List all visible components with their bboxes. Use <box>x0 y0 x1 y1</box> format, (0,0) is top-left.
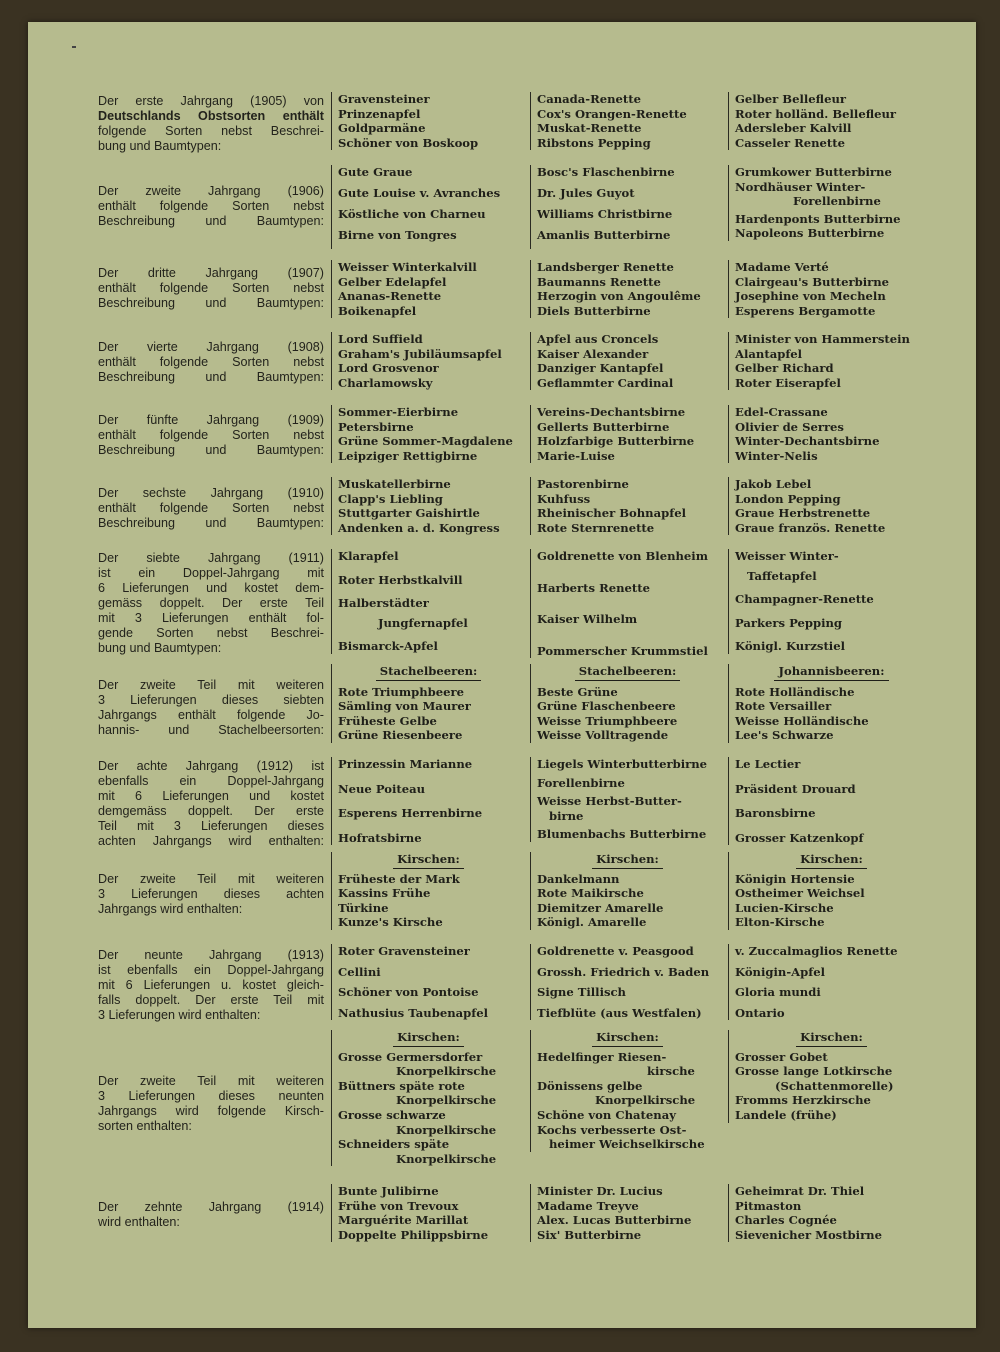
description-line: Beschreibung und Baumtypen: <box>98 296 324 310</box>
description-line: mit 3 Lieferungen enthält fol- <box>98 611 324 625</box>
description-line: falls doppelt. Der erste Teil mit <box>98 993 324 1007</box>
variety-name: Roter Herbstkalvill <box>338 572 463 587</box>
variety-column-3 <box>728 92 928 150</box>
description-line: 3 Lieferungen wird enthalten: <box>98 1008 261 1022</box>
variety-name: Goldparmäne <box>338 121 426 136</box>
variety-column-3 <box>728 852 928 930</box>
variety-name: Roter Eiserapfel <box>735 375 841 390</box>
description-line: Der fünfte Jahrgang (1909) <box>98 413 324 427</box>
description-line: 6 Lieferungen und kostet dem- <box>98 581 324 595</box>
variety-column-1 <box>331 664 519 743</box>
description-line: Jahrgangs wird folgende Kirsch- <box>98 1104 324 1118</box>
variety-name: Knorpelkirsche <box>595 1093 696 1108</box>
variety-name: Königl. Kurzstiel <box>735 639 845 654</box>
description-line: Der sechste Jahrgang (1910) <box>98 486 324 500</box>
variety-name: Lee's Schwarze <box>735 728 834 743</box>
variety-column-1 <box>331 332 519 390</box>
variety-name: Grüne Flaschenbeere <box>537 699 676 714</box>
catalog-page <box>28 22 976 1328</box>
variety-name: Clairgeau's Butterbirne <box>735 274 890 289</box>
variety-name: Hedelfinger Riesen- <box>537 1049 667 1064</box>
variety-name: Harberts Renette <box>537 580 650 595</box>
variety-column-1 <box>331 405 519 463</box>
variety-name: Gelber Bellefleur <box>735 92 847 106</box>
description-line: Der achte Jahrgang (1912) ist <box>98 759 324 773</box>
variety-name: Charlamowsky <box>338 375 433 390</box>
description-line: Der zweite Jahrgang (1906) <box>98 184 324 198</box>
variety-name: Sievenicher Mostbirne <box>735 1227 882 1242</box>
variety-name: birne <box>549 808 584 823</box>
row-description <box>98 948 324 1023</box>
variety-name: Gelber Edelapfel <box>338 274 447 289</box>
variety-column-2 <box>530 405 718 463</box>
variety-name: Klarapfel <box>338 549 399 563</box>
variety-name: Diemitzer Amarelle <box>537 900 664 915</box>
variety-name: Baumanns Renette <box>537 274 661 289</box>
variety-name: Graue Herbstrenette <box>735 506 871 521</box>
variety-name: Weisse Herbst-Butter- <box>537 794 682 809</box>
variety-name: Früheste Gelbe <box>338 713 437 728</box>
variety-column-2 <box>530 944 718 1020</box>
section-heading-wrapper <box>537 664 718 681</box>
variety-name: (Schattenmorelle) <box>775 1078 894 1093</box>
variety-name: Casseler Renette <box>735 135 845 150</box>
variety-name: v. Zuccalmaglios Renette <box>735 944 898 958</box>
variety-name: Königin-Apfel <box>735 964 826 979</box>
variety-column-3 <box>728 405 928 463</box>
variety-column-2 <box>530 1030 718 1152</box>
variety-name: kirsche <box>647 1064 695 1079</box>
description-line: ist ebenfalls ein Doppel-Jahrgang <box>98 963 324 977</box>
variety-name: Türkine <box>338 900 389 915</box>
variety-name: Weisse Volltragende <box>537 728 669 743</box>
variety-name: Forellenbirne <box>793 194 881 209</box>
variety-column-3 <box>728 549 928 654</box>
variety-name: Grosse Germersdorfer <box>338 1049 483 1064</box>
variety-name: Parkers Pepping <box>735 615 843 630</box>
variety-column-2 <box>530 260 718 318</box>
variety-name: Schöne von Chatenay <box>537 1107 676 1122</box>
description-line: Beschreibung und Baumtypen: <box>98 370 324 384</box>
variety-name: Grosse lange Lotkirsche <box>735 1064 893 1079</box>
variety-column-1 <box>331 852 519 930</box>
section-heading: Stachelbeeren: <box>575 664 681 681</box>
variety-name: Alantapfel <box>735 346 803 361</box>
variety-name: Taffetapfel <box>747 568 817 583</box>
variety-name: Signe Tillisch <box>537 985 626 1000</box>
variety-name: Kaiser Alexander <box>537 346 649 361</box>
variety-column-1 <box>331 1030 519 1166</box>
description-line: Beschreibung und Baumtypen: <box>98 214 324 228</box>
row-description <box>98 413 324 458</box>
row-description <box>98 94 324 154</box>
variety-name: Muskatellerbirne <box>338 477 451 491</box>
description-line: bung und Baumtypen: <box>98 139 222 153</box>
variety-name: Williams Christbirne <box>537 207 673 222</box>
variety-column-1 <box>331 757 519 845</box>
variety-column-3 <box>728 944 928 1020</box>
variety-name: Doppelte Philippsbirne <box>338 1227 489 1242</box>
description-line: ist ein Doppel-Jahrgang mit <box>98 566 324 580</box>
description-line: 3 Lieferungen dieses siebten <box>98 693 324 707</box>
variety-name: Bismarck-Apfel <box>338 639 438 654</box>
variety-name: Weisser Winter- <box>735 549 839 563</box>
variety-name: Knorpelkirsche <box>396 1122 497 1137</box>
variety-name: Früheste der Mark <box>338 871 460 886</box>
variety-name: Minister von Hammerstein <box>735 332 910 346</box>
variety-name: Köstliche von Charneu <box>338 207 486 222</box>
variety-name: Landele (frühe) <box>735 1107 837 1122</box>
variety-name: Grüne Riesenbeere <box>338 728 463 743</box>
description-line: 3 Lieferungen dieses neunten <box>98 1089 324 1103</box>
variety-name: Weisse Triumphbeere <box>537 713 678 728</box>
variety-name: Baronsbirne <box>735 806 816 821</box>
description-line: enthält folgende Sorten nebst <box>98 281 324 295</box>
variety-column-2 <box>530 92 718 150</box>
description-line: Der zweite Teil mit weiteren <box>98 678 324 692</box>
variety-column-2 <box>530 1184 718 1242</box>
variety-name: Holzfarbige Butterbirne <box>537 434 695 449</box>
variety-column-3 <box>728 664 928 743</box>
description-line: achten Jahrgangs wird enthalten: <box>98 834 324 848</box>
variety-name: Kunze's Kirsche <box>338 915 443 930</box>
variety-column-1 <box>331 165 519 249</box>
variety-column-1 <box>331 477 519 535</box>
variety-name: Dönissens gelbe <box>537 1078 643 1093</box>
variety-name: Frühe von Trevoux <box>338 1198 459 1213</box>
variety-name: Petersbirne <box>338 419 414 434</box>
variety-name: Rote Sternrenette <box>537 520 655 535</box>
variety-name: Beste Grüne <box>537 684 618 699</box>
corner-mark <box>72 46 76 48</box>
variety-name: Marie-Luise <box>537 448 615 463</box>
row-description <box>98 486 324 531</box>
description-line: wird enthalten: <box>98 1215 180 1229</box>
variety-name: Weisse Holländische <box>735 713 869 728</box>
variety-name: Forellenbirne <box>537 775 625 790</box>
variety-name: Knorpelkirsche <box>396 1064 497 1079</box>
variety-name: Lord Suffield <box>338 332 423 346</box>
variety-name: Dr. Jules Guyot <box>537 186 635 201</box>
variety-column-2 <box>530 852 718 930</box>
section-heading-wrapper <box>537 852 718 869</box>
description-line: Der erste Jahrgang (1905) von <box>98 94 324 108</box>
variety-name: Danziger Kantapfel <box>537 361 664 376</box>
row-description <box>98 184 324 229</box>
variety-name: Hardenponts Butterbirne <box>735 211 901 226</box>
description-line: Deutschlands Obstsorten enthält <box>98 109 324 123</box>
description-line: enthält folgende Sorten nebst <box>98 428 324 442</box>
row-description <box>98 759 324 849</box>
variety-name: Grüne Sommer-Magdalene <box>338 434 513 449</box>
variety-name: Gravensteiner <box>338 92 430 106</box>
variety-name: Adersleber Kalvill <box>735 121 852 136</box>
section-heading-wrapper <box>338 852 519 869</box>
variety-name: Goldrenette von Blenheim <box>537 549 708 563</box>
variety-name: Knorpelkirsche <box>396 1151 497 1166</box>
variety-name: Madame Verté <box>735 260 829 274</box>
variety-name: Kuhfuss <box>537 491 591 506</box>
variety-name: Cox's Orangen-Renette <box>537 106 687 121</box>
variety-name: Gute Graue <box>338 165 413 179</box>
section-heading-wrapper <box>537 1030 718 1047</box>
variety-name: Le Lectier <box>735 757 801 771</box>
variety-name: Graue französ. Renette <box>735 520 886 535</box>
variety-name: Jakob Lebel <box>735 477 812 491</box>
variety-column-2 <box>530 664 718 743</box>
variety-name: Leipziger Rettigbirne <box>338 448 478 463</box>
variety-name: Esperens Herrenbirne <box>338 806 483 821</box>
variety-name: Rote Versailler <box>735 699 832 714</box>
description-line: folgende Sorten nebst Beschrei- <box>98 124 324 138</box>
variety-name: Lord Grosvenor <box>338 361 439 376</box>
variety-name: Olivier de Serres <box>735 419 844 434</box>
description-line: demgemäss doppelt. Der erste <box>98 804 324 818</box>
variety-name: Grosser Gobet <box>735 1049 828 1064</box>
description-line: mit 6 Lieferungen und kostet <box>98 789 324 803</box>
section-heading: Kirschen: <box>796 1030 867 1047</box>
variety-name: Josephine von Mecheln <box>735 289 886 304</box>
variety-name: Bosc's Flaschenbirne <box>537 165 675 179</box>
variety-name: Schneiders späte <box>338 1137 450 1152</box>
section-heading: Kirschen: <box>393 1030 464 1047</box>
variety-column-2 <box>530 477 718 535</box>
description-line: gemäss doppelt. Der erste Teil <box>98 596 324 610</box>
variety-name: Rheinischer Bohnapfel <box>537 506 686 521</box>
variety-name: Jungfernapfel <box>378 615 468 630</box>
description-line: Der dritte Jahrgang (1907) <box>98 266 324 280</box>
variety-name: Champagner-Renette <box>735 592 874 607</box>
row-description <box>98 551 324 656</box>
variety-name: Gelber Richard <box>735 361 834 376</box>
variety-column-1 <box>331 260 519 318</box>
variety-name: Alex. Lucas Butterbirne <box>537 1213 692 1228</box>
variety-name: Ribstons Pepping <box>537 135 651 150</box>
variety-name: Grosse schwarze <box>338 1107 446 1122</box>
variety-name: Edel-Crassane <box>735 405 828 419</box>
variety-name: Königl. Amarelle <box>537 915 647 930</box>
variety-name: Lucien-Kirsche <box>735 900 834 915</box>
variety-name: Kochs verbesserte Ost- <box>537 1122 687 1137</box>
variety-name: Graham's Jubiläumsapfel <box>338 346 502 361</box>
section-heading-wrapper <box>338 664 519 681</box>
variety-column-2 <box>530 549 718 658</box>
variety-name: Ontario <box>735 1005 785 1020</box>
variety-name: Gute Louise v. Avranches <box>338 186 501 201</box>
variety-name: Pommerscher Krummstiel <box>537 643 708 658</box>
row-description <box>98 678 324 738</box>
variety-name: Roter holländ. Bellefleur <box>735 106 897 121</box>
variety-name: Halberstädter <box>338 596 429 611</box>
description-line: Der zweite Teil mit weiteren <box>98 1074 324 1088</box>
variety-column-3 <box>728 477 928 535</box>
row-description <box>98 266 324 311</box>
variety-column-2 <box>530 332 718 390</box>
description-line: Teil mit 3 Lieferungen dieses <box>98 819 324 833</box>
description-line: mit 6 Lieferungen u. kostet gleich- <box>98 978 324 992</box>
variety-name: Madame Treyve <box>537 1198 639 1213</box>
variety-column-1 <box>331 944 519 1020</box>
variety-name: Six' Butterbirne <box>537 1227 642 1242</box>
variety-name: Liegels Winterbutterbirne <box>537 757 708 771</box>
variety-name: Bunte Julibirne <box>338 1184 439 1198</box>
description-line: gende Sorten nebst Beschrei- <box>98 626 324 640</box>
variety-name: Schöner von Boskoop <box>338 135 479 150</box>
variety-name: Kassins Frühe <box>338 886 431 901</box>
variety-name: Nathusius Taubenapfel <box>338 1005 489 1020</box>
variety-name: Geflammter Cardinal <box>537 375 674 390</box>
variety-name: Winter-Dechantsbirne <box>735 434 880 449</box>
section-heading-wrapper <box>735 664 928 681</box>
description-line: Beschreibung und Baumtypen: <box>98 443 324 457</box>
variety-name: Weisser Winterkalvill <box>338 260 477 274</box>
section-heading: Kirschen: <box>796 852 867 869</box>
section-heading: Kirschen: <box>592 1030 663 1047</box>
variety-name: Vereins-Dechantsbirne <box>537 405 686 419</box>
description-line: Jahrgangs enthält folgende Jo- <box>98 708 324 722</box>
variety-name: Sommer-Eierbirne <box>338 405 459 419</box>
variety-name: Pastorenbirne <box>537 477 629 491</box>
variety-column-3 <box>728 165 928 241</box>
variety-name: Diels Butterbirne <box>537 303 651 318</box>
variety-name: Elton-Kirsche <box>735 915 825 930</box>
variety-name: Stuttgarter Gaishirtle <box>338 506 480 521</box>
variety-name: Winter-Nelis <box>735 448 818 463</box>
variety-name: Roter Gravensteiner <box>338 944 470 958</box>
variety-name: Tiefblüte (aus Westfalen) <box>537 1005 702 1020</box>
variety-name: Canada-Renette <box>537 92 642 106</box>
variety-name: Neue Poiteau <box>338 781 426 796</box>
variety-name: heimer Weichselkirsche <box>549 1137 705 1152</box>
variety-name: Marguérite Marillat <box>338 1213 469 1228</box>
description-line: enthält folgende Sorten nebst <box>98 199 324 213</box>
section-heading-wrapper <box>735 852 928 869</box>
description-line: hannis- und Stachelbeersorten: <box>98 723 324 737</box>
variety-name: Knorpelkirsche <box>396 1093 497 1108</box>
variety-name: Gloria mundi <box>735 985 821 1000</box>
variety-name: Ananas-Renette <box>338 289 442 304</box>
variety-column-1 <box>331 1184 519 1242</box>
description-line: sorten enthalten: <box>98 1119 192 1133</box>
variety-name: Andenken a. d. Kongress <box>338 520 500 535</box>
description-line: ebenfalls ein Doppel-Jahrgang <box>98 774 324 788</box>
section-heading: Kirschen: <box>393 852 464 869</box>
variety-name: Schöner von Pontoise <box>338 985 479 1000</box>
variety-column-3 <box>728 1184 928 1242</box>
variety-name: Nordhäuser Winter- <box>735 179 866 194</box>
variety-column-3 <box>728 260 928 318</box>
variety-name: Herzogin von Angoulême <box>537 289 701 304</box>
variety-name: Sämling von Maurer <box>338 699 471 714</box>
variety-name: Hofratsbirne <box>338 830 422 845</box>
variety-name: Grosser Katzenkopf <box>735 830 864 845</box>
variety-name: Grumkower Butterbirne <box>735 165 892 179</box>
variety-column-1 <box>331 549 519 654</box>
variety-column-2 <box>530 757 718 842</box>
variety-name: Königin Hortensie <box>735 871 855 886</box>
variety-name: Amanlis Butterbirne <box>537 228 671 243</box>
description-line: enthält folgende Sorten nebst <box>98 501 324 515</box>
variety-name: Esperens Bergamotte <box>735 303 876 318</box>
variety-column-2 <box>530 165 718 249</box>
variety-name: Boikenapfel <box>338 303 417 318</box>
variety-name: Dankelmann <box>537 871 620 886</box>
row-description <box>98 872 324 917</box>
variety-name: Landsberger Renette <box>537 260 674 274</box>
variety-name: Kaiser Wilhelm <box>537 612 638 627</box>
variety-name: Clapp's Liebling <box>338 491 443 506</box>
variety-name: Prinzessin Marianne <box>338 757 473 771</box>
variety-column-3 <box>728 332 928 390</box>
row-description <box>98 340 324 385</box>
variety-name: Rote Holländische <box>735 684 855 699</box>
variety-name: Charles Cognée <box>735 1213 837 1228</box>
row-description <box>98 1200 324 1230</box>
variety-column-3 <box>728 757 928 845</box>
variety-name: Napoleons Butterbirne <box>735 226 885 241</box>
variety-name: Cellini <box>338 964 381 979</box>
description-line: Der neunte Jahrgang (1913) <box>98 948 324 962</box>
section-heading: Kirschen: <box>592 852 663 869</box>
variety-name: Rote Triumphbeere <box>338 684 465 699</box>
section-heading-wrapper <box>735 1030 928 1047</box>
variety-name: Blumenbachs Butterbirne <box>537 827 707 842</box>
variety-name: Prinzenapfel <box>338 106 421 121</box>
description-line: 3 Lieferungen dieses achten <box>98 887 324 901</box>
variety-name: Minister Dr. Lucius <box>537 1184 663 1198</box>
variety-column-1 <box>331 92 519 150</box>
variety-name: Apfel aus Croncels <box>537 332 659 346</box>
variety-name: Muskat-Renette <box>537 121 642 136</box>
description-line: Jahrgangs wird enthalten: <box>98 902 243 916</box>
description-line: Der zweite Teil mit weiteren <box>98 872 324 886</box>
description-line: Der vierte Jahrgang (1908) <box>98 340 324 354</box>
variety-name: Goldrenette v. Peasgood <box>537 944 694 958</box>
section-heading: Stachelbeeren: <box>376 664 482 681</box>
variety-name: Ostheimer Weichsel <box>735 886 865 901</box>
description-line: bung und Baumtypen: <box>98 641 222 655</box>
variety-name: Geheimrat Dr. Thiel <box>735 1184 865 1198</box>
variety-name: Büttners späte rote <box>338 1078 465 1093</box>
variety-column-3 <box>728 1030 928 1123</box>
variety-name: Pitmaston <box>735 1198 802 1213</box>
variety-name: Gellerts Butterbirne <box>537 419 670 434</box>
variety-name: Grossh. Friedrich v. Baden <box>537 964 710 979</box>
section-heading: Johannisbeeren: <box>774 664 888 681</box>
description-line: Der siebte Jahrgang (1911) <box>98 551 324 565</box>
description-line: Der zehnte Jahrgang (1914) <box>98 1200 324 1214</box>
variety-name: London Pepping <box>735 491 841 506</box>
row-description <box>98 1074 324 1134</box>
description-line: Beschreibung und Baumtypen: <box>98 516 324 530</box>
description-line: enthält folgende Sorten nebst <box>98 355 324 369</box>
variety-name: Birne von Tongres <box>338 228 457 243</box>
variety-name: Präsident Drouard <box>735 781 856 796</box>
section-heading-wrapper <box>338 1030 519 1047</box>
variety-name: Rote Maikirsche <box>537 886 644 901</box>
variety-name: Fromms Herzkirsche <box>735 1093 871 1108</box>
